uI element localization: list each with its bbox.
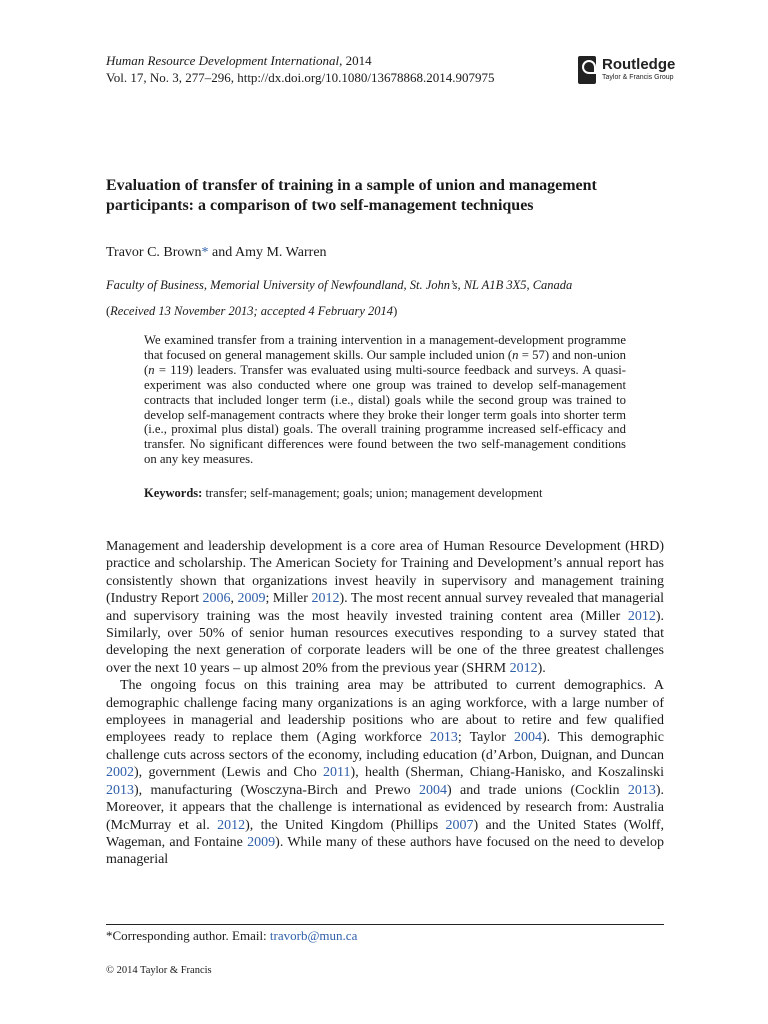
citation-link[interactable]: 2009 [247,834,276,850]
routledge-logo-icon [578,56,596,84]
citation-link[interactable]: 2012 [311,591,340,607]
citation-link[interactable]: 2013 [627,782,656,798]
body-text-span: , [230,591,238,607]
corresponding-author-footnote [106,928,357,944]
second-author: and Amy M. Warren [208,245,327,260]
body-text-span: ), manufacturing (Wosczyna-Birch and Prewo [134,782,420,798]
affiliation: Faculty of Business, Memorial University of Newfoundland, St. John’s, NL A1B 3X5, Canada [106,278,573,292]
copyright-notice: © 2014 Taylor & Francis [106,965,212,976]
body-paragraph-2 [106,677,664,868]
body-text-span: ), health (Sherman, Chiang-Hanisko, and Koszalinski [350,765,664,781]
body-text-span: ; Taylor [457,730,514,746]
body-text-span: ). The most recent annual survey revealed that managerial and supervisory training was the most heavily invested training content area (Miller [106,591,664,624]
abstract-text-3: = 119) leaders. Transfer was evaluated using multi-source feedback and surveys. A quasi-experiment was also conducted where one group was trained to develop self-management contracts that included longer term (i.e., distal) goals while the second group was trained to develop self-management contracts where they broke their longer term goals into shorter term (i.e., proximal plus distal) goals. The overall training programme increased self-efficacy and transfer. No significant differences were found between the two self-management conditions on any key measures. [144,362,626,467]
received-open-paren: ( [106,304,111,318]
body-text-span: ), government (Lewis and Cho [134,765,324,781]
author-list [106,245,327,261]
author-email-link[interactable]: travorb@mun.ca [269,928,358,943]
keywords-list: transfer; self-management; goals; union; management development [202,486,543,500]
body-text-span: ). Moreover, it appears that the challenge is international as evidenced by research from: Australia (McMurray et al. [106,782,664,833]
footnote-text: *Corresponding author. Email: [106,928,270,943]
body-text-span: ) and trade unions (Cocklin [447,782,628,798]
publisher-name: Routledge [602,56,676,73]
body-text-span: The ongoing focus on this training area may be attributed to current demographics. A demographic challenge facing many organizations is an aging workforce, with a large number of employees in managerial and leadership positions who are about to retire and few qualified employees ready to replace them (Aging workforce [106,678,664,746]
citation-link[interactable]: 2004 [513,730,542,746]
abstract-text-2: = 57) and non-union ( [144,347,626,377]
volume-doi-line[interactable]: Vol. 17, No. 3, 277–296, http://dx.doi.org/10.1080/13678868.2014.907975 [106,70,495,85]
publisher-group: Taylor & Francis Group [602,74,674,81]
body-paragraph-1 [106,538,664,677]
citation-link[interactable]: 2012 [509,660,538,676]
first-author: Travor C. Brown [106,245,202,260]
received-text: Received 13 November 2013; accepted 4 February 2014 [110,304,394,318]
citation-link[interactable]: 2012 [627,608,656,624]
keywords [144,486,543,501]
abstract-n-symbol-1: n [512,347,519,362]
citation-link[interactable]: 2006 [202,591,231,607]
abstract-text-1: We examined transfer from a training intervention in a management-development programme that focused on general management skills. Our sample included union ( [144,333,626,362]
journal-year: , 2014 [339,53,372,68]
body-text-span: ) and the United States (Wolff, Wageman, and Fontaine [106,817,664,850]
abstract [144,333,626,467]
article-title: Evaluation of transfer of training in a sample of union and management participants: a comparison of two self-management techniques [106,177,597,214]
journal-header [106,52,494,86]
citation-link[interactable]: 2004 [419,782,448,798]
footnote-divider [106,924,664,925]
citation-link[interactable]: 2009 [237,591,266,607]
body-text-span: ), the United Kingdom (Phillips [245,817,446,833]
received-dates [106,304,397,319]
body-text-span: ; Miller [265,591,312,607]
citation-link[interactable]: 2013 [106,782,134,798]
body-text-span: Management and leadership development is a core area of Human Resource Development (HRD) practice and scholarship. The American Society for Training and Development’s annual report has consistently shown that organizations invest heavily in supervisory and management training (Industry Report [106,539,664,607]
body-text-span: ). [537,660,546,676]
citation-link[interactable]: 2002 [106,765,134,781]
citation-link[interactable]: 2007 [445,817,474,833]
citation-link[interactable]: 2012 [217,817,246,833]
received-close-paren: ) [393,304,398,318]
body-text-span: ). While many of these authors have focused on the need to develop managerial [106,834,664,868]
body-text [106,538,664,869]
journal-citation [106,52,494,69]
abstract-n-symbol-2: n [148,362,155,377]
citation-link[interactable]: 2011 [323,765,351,781]
body-text-span: ). Similarly, over 50% of senior human resources executives responding to a survey stated that developing the next generation of corporate leaders will be one of the three greatest challenges over the next 10 years – up almost 20% from the previous year (SHRM [106,608,664,676]
keywords-label: Keywords: [144,486,203,500]
journal-name: Human Resource Development International [106,53,340,68]
body-text-span: ). This demographic challenge cuts across sectors of the economy, including education (d’Arbon, Duignan, and Duncan [106,730,664,763]
corresponding-author-link[interactable]: * [201,245,209,260]
publisher-logo [578,56,698,86]
citation-link[interactable]: 2013 [429,730,458,746]
